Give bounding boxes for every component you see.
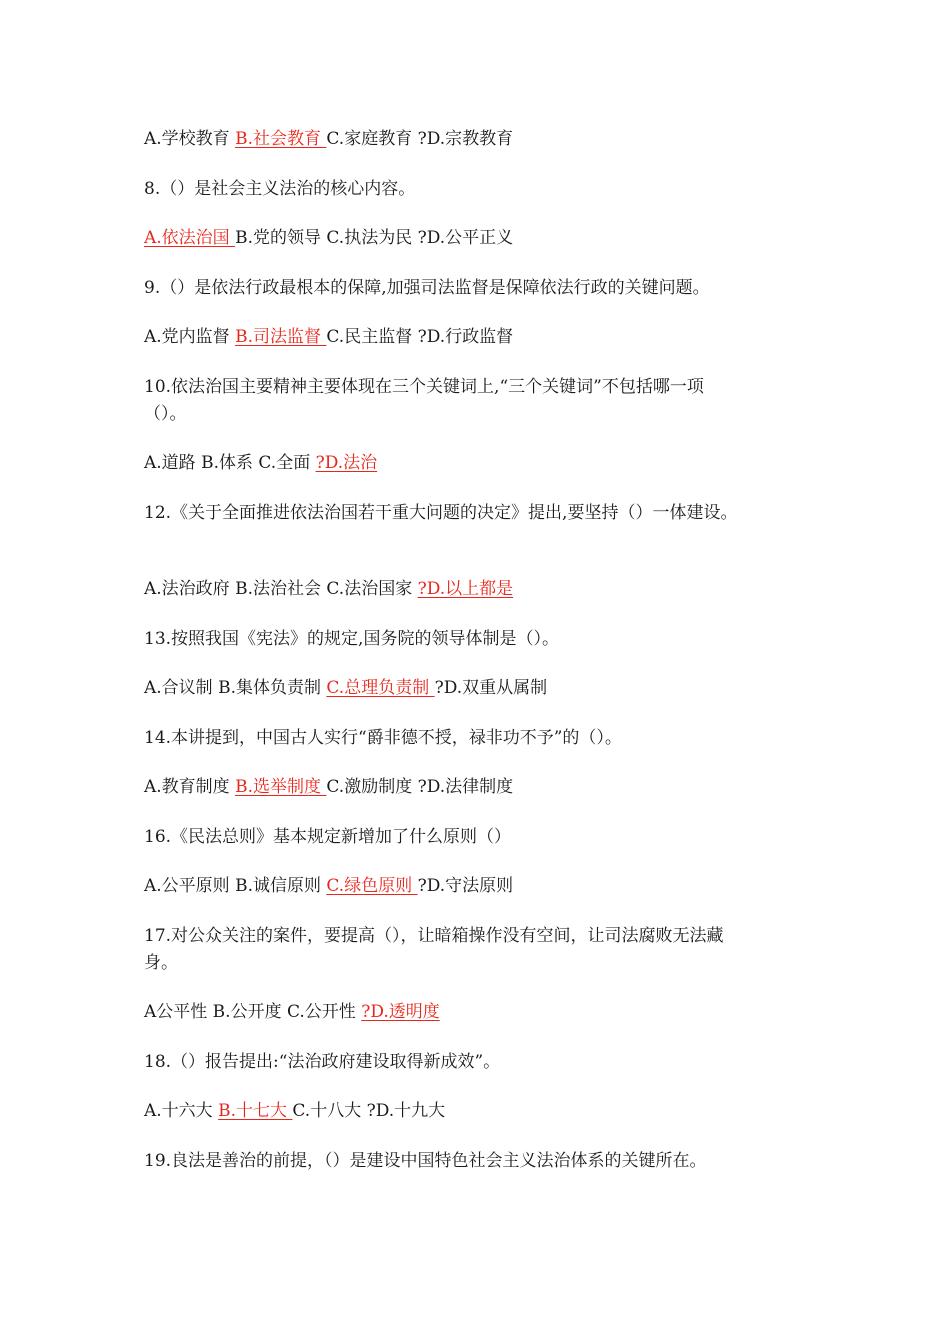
q16-question: 16.《民法总则》基本规定新增加了什么原则（）	[144, 827, 512, 847]
q14-question: 14.本讲提到，中国古人实行“爵非德不授，禄非功不予”的（）。	[144, 728, 622, 748]
q10-question-line1: 10.依法治国主要精神主要体现在三个关键词上,“三个关键词”不包括哪一项	[144, 377, 704, 397]
q12-options	[144, 576, 824, 602]
q10-option-list: A.道路 B.体系 C.全面	[144, 453, 316, 473]
q14-option-a: A.教育制度	[144, 777, 236, 797]
q17-options	[144, 999, 824, 1025]
q9-option-rest: C.民主监督 ?D.行政监督	[326, 327, 514, 347]
q9-answer: B.司法监督	[235, 327, 327, 347]
q8-options	[144, 225, 824, 251]
q14-answer: B.选举制度	[235, 777, 327, 797]
q13-options	[144, 675, 824, 701]
q18-answer: B.十七大	[218, 1101, 293, 1121]
q19-question: 19.良法是善治的前提，（）是建设中国特色社会主义法治体系的关键所在。	[144, 1151, 707, 1171]
q10-answer: ?D.法治	[315, 453, 378, 473]
q8-option-rest: B.党的领导 C.执法为民 ?D.公平正义	[235, 228, 514, 248]
q17-answer: ?D.透明度	[361, 1002, 440, 1022]
q18-options	[144, 1098, 824, 1124]
q14-option-rest: C.激励制度 ?D.法律制度	[326, 777, 514, 797]
q9-question: 9.（）是依法行政最根本的保障,加强司法监督是保障依法行政的关键问题。	[144, 278, 710, 298]
q7-option-rest: C.家庭教育 ?D.宗教教育	[326, 129, 514, 149]
q13-option-rest: ?D.双重从属制	[434, 678, 548, 698]
q17-question-line2: 身。	[144, 953, 178, 973]
q17-question-line1: 17.对公众关注的案件，要提高（），让暗箱操作没有空间，让司法腐败无法藏	[144, 926, 724, 946]
q13-question: 13.按照我国《宪法》的规定,国务院的领导体制是（）。	[144, 629, 559, 649]
q13-option-list: A.合议制 B.集体负责制	[144, 678, 327, 698]
q8-question: 8.（）是社会主义法治的核心内容。	[144, 179, 416, 199]
q12-question: 12.《关于全面推进依法治国若干重大问题的决定》提出,要坚持（）一体建设。	[144, 503, 738, 523]
q7-option-a: A.学校教育	[144, 129, 236, 149]
q13-answer: C.总理负责制	[326, 678, 435, 698]
q8-answer: A.依法治国	[144, 228, 236, 248]
q10-question-line2: （）。	[144, 404, 187, 424]
q9-options	[144, 324, 824, 350]
q16-option-rest: ?D.守法原则	[417, 876, 514, 896]
q16-option-list: A.公平原则 B.诚信原则	[144, 876, 327, 896]
q18-option-rest: C.十八大 ?D.十九大	[292, 1101, 446, 1121]
q7-answer: B.社会教育	[235, 129, 327, 149]
q16-options	[144, 873, 824, 899]
q12-option-list: A.法治政府 B.法治社会 C.法治国家	[144, 579, 418, 599]
q9-option-a: A.党内监督	[144, 327, 236, 347]
q7-options	[144, 126, 824, 152]
q18-option-a: A.十六大	[144, 1101, 219, 1121]
q17-option-list: A公平性 B.公开度 C.公开性	[144, 1002, 362, 1022]
q16-answer: C.绿色原则	[326, 876, 418, 896]
q18-question: 18.（）报告提出:“法治政府建设取得新成效”。	[144, 1052, 501, 1072]
q14-options	[144, 774, 824, 800]
q12-answer: ?D.以上都是	[417, 579, 514, 599]
q10-options	[144, 450, 824, 476]
